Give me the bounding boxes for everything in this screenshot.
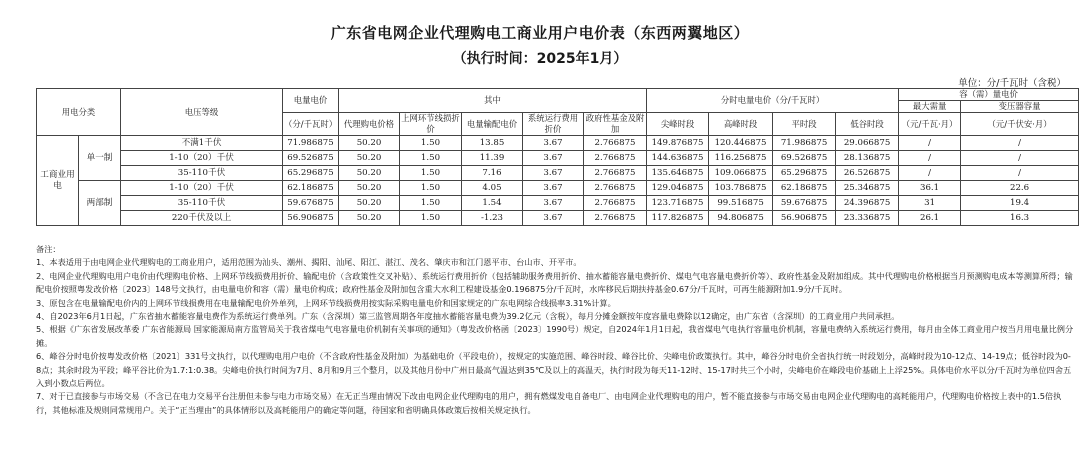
header-high: 高峰时段: [709, 113, 773, 136]
cell-flat: 69.526875: [773, 151, 836, 166]
cell-peak: 135.646875: [647, 166, 709, 181]
cell-flat: 71.986875: [773, 136, 836, 151]
cell-proxy: 50.20: [339, 166, 400, 181]
cell-price: 62.186875: [283, 181, 339, 196]
cell-peak: 117.826875: [647, 211, 709, 226]
cell-price: 71.986875: [283, 136, 339, 151]
cell-high: 103.786875: [709, 181, 773, 196]
note-item: 1、本表适用于由电网企业代理购电的工商业用户，适用范围为汕头、潮州、揭阳、汕尾、阳江、湛江、茂名、肇庆市和江门恩平市、台山市、开平市。: [36, 257, 582, 268]
cell-proxy: 50.20: [339, 181, 400, 196]
cell-peak: 123.716875: [647, 196, 709, 211]
cell-high: 120.446875: [709, 136, 773, 151]
table-row: [37, 166, 1079, 181]
cell-loss: 1.50: [400, 181, 462, 196]
cell-proxy: 50.20: [339, 211, 400, 226]
header-max-demand-unit: （元/千瓦·月）: [899, 113, 961, 136]
cell-high: 109.066875: [709, 166, 773, 181]
cell-proxy: 50.20: [339, 151, 400, 166]
cell-voltage: 35-110千伏: [121, 166, 283, 181]
header-category: 用电分类: [37, 89, 121, 136]
cell-demand: /: [899, 136, 961, 151]
cell-peak: 129.046875: [647, 181, 709, 196]
cell-high: 99.516875: [709, 196, 773, 211]
header-transformer: 变压器容量: [961, 101, 1079, 113]
header-max-demand: 最大需量: [899, 101, 961, 113]
page-subtitle: （执行时间：2025年1月）: [452, 51, 628, 67]
header-capacity: 容（需）量电价: [899, 89, 1079, 101]
cell-demand: 36.1: [899, 181, 961, 196]
cell-system: 3.67: [523, 196, 584, 211]
header-system: 系统运行费用折价: [523, 113, 584, 136]
notes-section: [36, 243, 1076, 417]
cell-fund: 2.766875: [584, 181, 647, 196]
note-item: 5、根据《广东省发展改革委 广东省能源局 国家能源局南方监管局关于我省煤电气电容量电价机制有关事项的通知》（粤发改价格函〔2023〕1990号）规定，自2024年1月1日起，我省煤电气电执行容量电价机制，容量电费纳入系统运行费用，每月由全体工商业用户按当月用电量比例分摊。: [36, 324, 1074, 348]
cell-flat: 62.186875: [773, 181, 836, 196]
note-item: 4、自2023年6月1日起，广东省抽水蓄能容量电费作为系统运行费单列。广东（含深圳）第三监管周期各年度抽水蓄能容量电费为39.2亿元（含税），每月分摊金额按年度容量电费除以12确定，由广东省（含深圳）的工商业用户共同承担。: [36, 311, 900, 322]
group-label: 工商业用电: [37, 136, 79, 226]
cell-transmission: 7.16: [462, 166, 523, 181]
cell-loss: 1.50: [400, 136, 462, 151]
cell-transformer: 19.4: [961, 196, 1079, 211]
cell-system: 3.67: [523, 181, 584, 196]
header-of-which: 其中: [339, 89, 647, 113]
table-row: [37, 151, 1079, 166]
cell-transformer: /: [961, 151, 1079, 166]
cell-flat: 56.906875: [773, 211, 836, 226]
cell-transmission: 4.05: [462, 181, 523, 196]
cell-demand: 26.1: [899, 211, 961, 226]
table-row: [37, 196, 1079, 211]
note-item: 2、电网企业代理购电用户电价由代理购电价格、上网环节线损费用折价、输配电价（含政策性交叉补贴）、系统运行费用折价（包括辅助服务费用折价、抽水蓄能容量电费折价、煤电气电容量电费折价等）、政府性基金及附加组成。其中代理购电价格根据当月预测购电成本等测算所得；输配电价按照粤发改价格〔2023〕148号文执行，由电量电价和容（需）量电价构成；政府性基金及附加包含重大水利工程建设基金0.196875分/千瓦时，水库移民后期扶持基金0.67分/千瓦时，可再生能源附加1.9分/千瓦时。: [36, 270, 1073, 295]
cell-high: 116.256875: [709, 151, 773, 166]
cell-flat: 59.676875: [773, 196, 836, 211]
note-item: 7、对于已直接参与市场交易（不含已在电力交易平台注册但未参与电力市场交易）在无正当理由情况下改由电网企业代理购电的用户，拥有燃煤发电自备电厂、由电网企业代理购电的用户，暂不能直接参与市场交易由电网企业代理购电的高耗能用户，代理购电价格按上表中的1.5倍执行，其他标准及规则同常规用户。关于“正当理由”的具体情形以及高耗能用户的确定等问题，待国家和省明确具体政策后按相关规定执行。: [36, 391, 1062, 415]
cell-demand: 31: [899, 196, 961, 211]
cell-proxy: 50.20: [339, 136, 400, 151]
header-peak: 尖峰时段: [647, 113, 709, 136]
cell-fund: 2.766875: [584, 136, 647, 151]
cell-voltage: 220千伏及以上: [121, 211, 283, 226]
cell-transmission: 13.85: [462, 136, 523, 151]
cell-loss: 1.50: [400, 166, 462, 181]
cell-system: 3.67: [523, 166, 584, 181]
cell-fund: 2.766875: [584, 211, 647, 226]
header-proxy: 代理购电价格: [339, 113, 400, 136]
cell-valley: 25.346875: [836, 181, 899, 196]
cell-transmission: 11.39: [462, 151, 523, 166]
cell-voltage: 35-110千伏: [121, 196, 283, 211]
cell-valley: 26.526875: [836, 166, 899, 181]
cell-fund: 2.766875: [584, 166, 647, 181]
header-voltage: 电压等级: [121, 89, 283, 136]
cell-peak: 144.636875: [647, 151, 709, 166]
cell-price: 56.906875: [283, 211, 339, 226]
cell-valley: 29.066875: [836, 136, 899, 151]
cell-fund: 2.766875: [584, 151, 647, 166]
header-valley: 低谷时段: [836, 113, 899, 136]
cell-valley: 24.396875: [836, 196, 899, 211]
single-part-label: 单一制: [79, 136, 121, 181]
table-row: [37, 136, 1079, 151]
dual-part-label: 两部制: [79, 181, 121, 226]
header-transformer-unit: （元/千伏安·月）: [961, 113, 1079, 136]
cell-valley: 23.336875: [836, 211, 899, 226]
cell-transmission: -1.23: [462, 211, 523, 226]
cell-peak: 149.876875: [647, 136, 709, 151]
cell-transformer: /: [961, 166, 1079, 181]
cell-loss: 1.50: [400, 151, 462, 166]
cell-system: 3.67: [523, 211, 584, 226]
cell-voltage: 不满1千伏: [121, 136, 283, 151]
header-transmission: 电量输配电价: [462, 113, 523, 136]
table-row: [37, 181, 1079, 196]
cell-voltage: 1-10（20）千伏: [121, 181, 283, 196]
cell-price: 69.526875: [283, 151, 339, 166]
header-fund: 政府性基金及附加: [584, 113, 647, 136]
cell-demand: /: [899, 166, 961, 181]
cell-transformer: 16.3: [961, 211, 1079, 226]
cell-fund: 2.766875: [584, 196, 647, 211]
cell-transformer: /: [961, 136, 1079, 151]
header-price: 电量电价: [283, 89, 339, 113]
header-flat: 平时段: [773, 113, 836, 136]
cell-demand: /: [899, 151, 961, 166]
cell-valley: 28.136875: [836, 151, 899, 166]
cell-high: 94.806875: [709, 211, 773, 226]
unit-note: 单位：分/千瓦时（含税）: [958, 78, 1066, 89]
cell-voltage: 1-10（20）千伏: [121, 151, 283, 166]
header-loss: 上网环节线损折价: [401, 113, 460, 134]
cell-price: 59.676875: [283, 196, 339, 211]
cell-system: 3.67: [523, 136, 584, 151]
header-tou: 分时电量电价（分/千瓦时）: [647, 89, 899, 113]
tariff-table: [36, 88, 1079, 226]
notes-heading: 备注：: [36, 244, 61, 254]
header-price-unit: （分/千瓦时）: [283, 113, 339, 136]
note-item: 6、峰谷分时电价按粤发改价格〔2021〕331号文执行，以代理购电用户电价（不含政府性基金及附加）为基础电价（平段电价），按规定的实施范围、峰谷时段、峰谷比价、尖峰电价政策执行。其中，峰谷分时电价全省执行统一时段划分，高峰时段为10-12点、14-19点；低谷时段为0-8点；其余时段为平段；峰平谷比价为1.7:1:0.38。尖峰电价执行时间为7月、8月和9月三个整月，以及其他月份中广州日最高气温达到35℃及以上的高温天，执行时段为每天11-12时、15-17时共三个小时，尖峰电价在峰段电价基础上上浮25%。具体电价水平以分/千瓦时为单位四舍五入到小数点后两位。: [36, 351, 1072, 389]
table-row: [37, 211, 1079, 226]
cell-transmission: 1.54: [462, 196, 523, 211]
cell-flat: 65.296875: [773, 166, 836, 181]
cell-price: 65.296875: [283, 166, 339, 181]
page-title: 广东省电网企业代理购电工商业用户电价表（东西两翼地区）: [330, 24, 750, 42]
cell-loss: 1.50: [400, 211, 462, 226]
cell-loss: 1.50: [400, 196, 462, 211]
cell-proxy: 50.20: [339, 196, 400, 211]
note-item: 3、原包含在电量输配电价内的上网环节线损费用在电量输配电价外单列，上网环节线损费用按实际采购电量电价和国家规定的广东电网综合线损率3.31%计算。: [36, 297, 616, 308]
cell-system: 3.67: [523, 151, 584, 166]
cell-transformer: 22.6: [961, 181, 1079, 196]
